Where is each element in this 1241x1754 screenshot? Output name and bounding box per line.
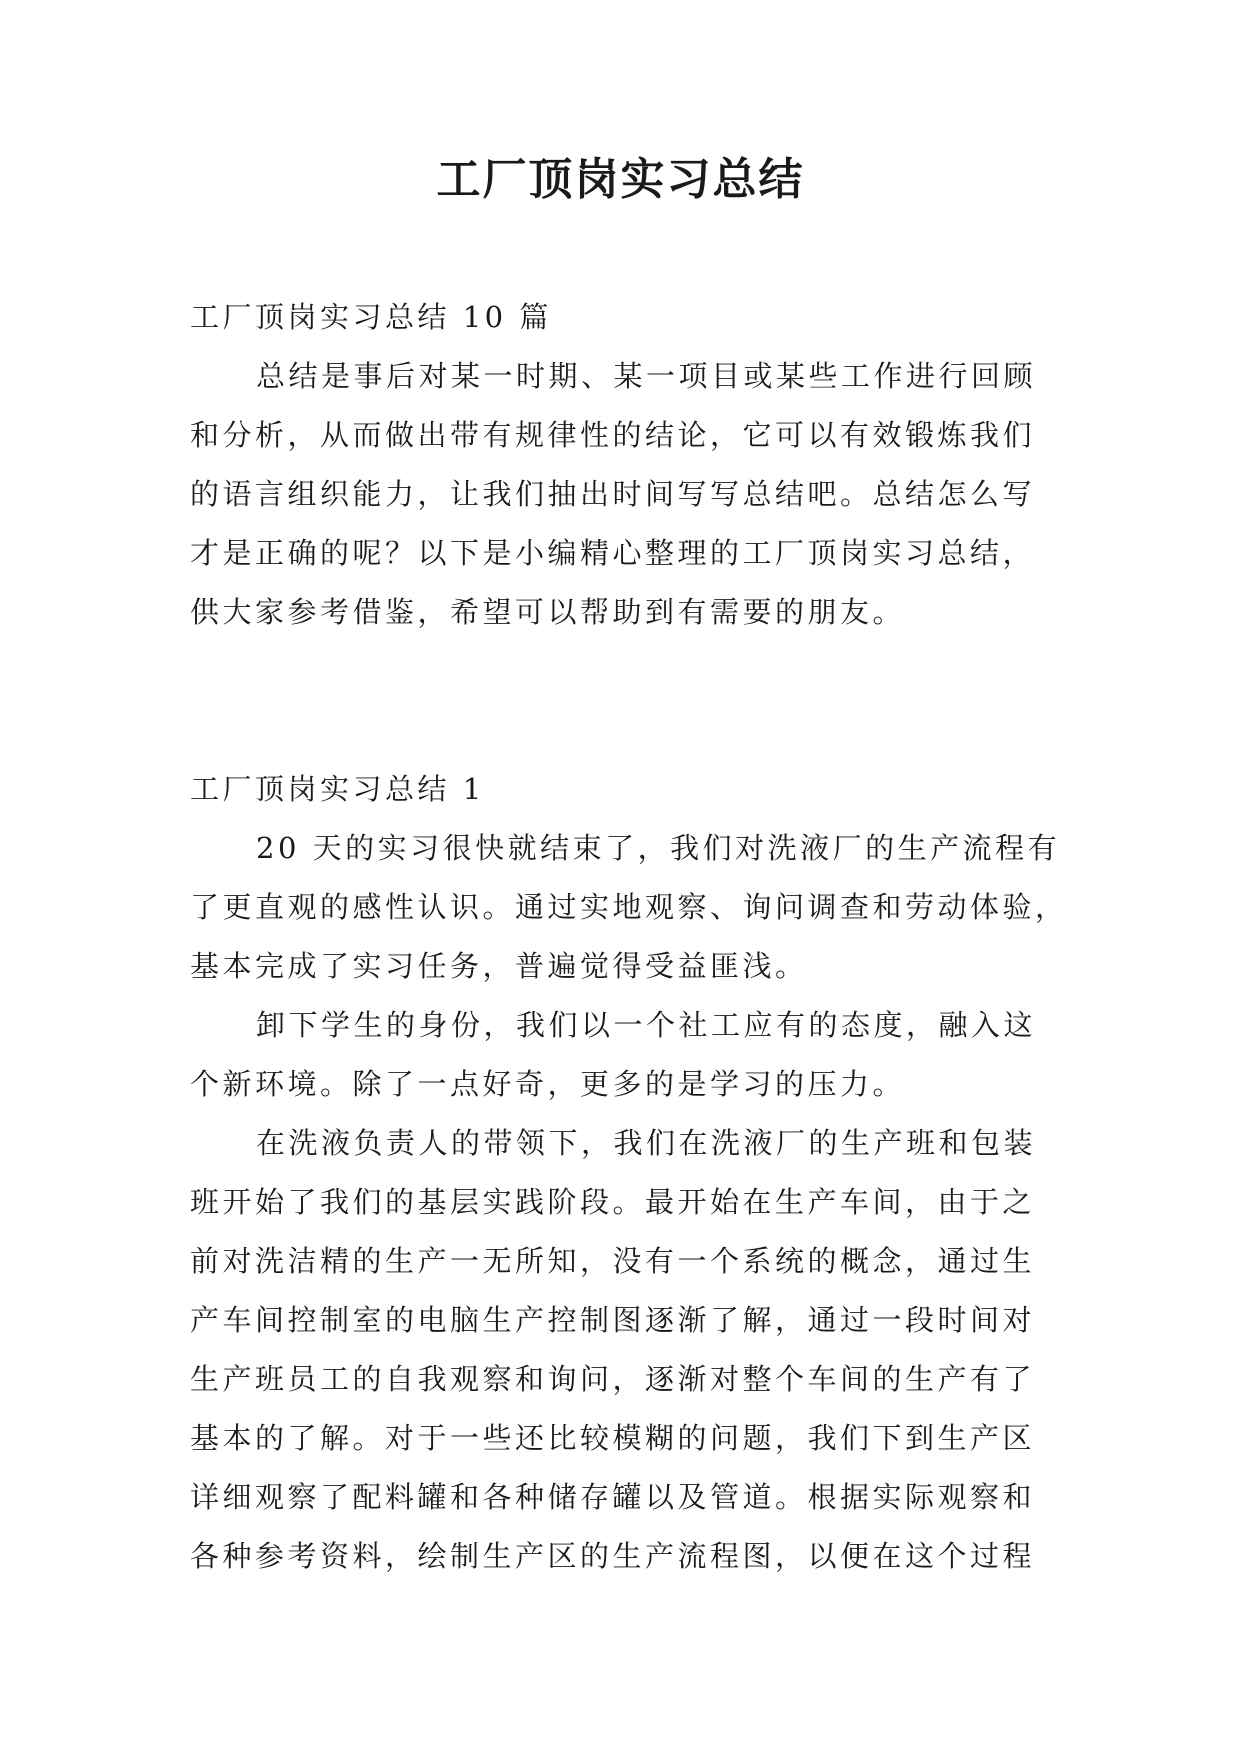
paragraph-line: 了更直观的感性认识。通过实地观察、询问调查和劳动体验，	[190, 890, 1068, 924]
paragraph-3	[190, 1114, 1050, 1586]
paragraph-line: 卸下学生的身份，我们以一个社工应有的态度，融入这	[256, 1008, 1037, 1042]
paragraph-line: 班开始了我们的基层实践阶段。最开始在生产车间，由于之	[190, 1185, 1036, 1219]
document-body	[190, 288, 1068, 1586]
intro-line: 才是正确的呢？以下是小编精心整理的工厂顶岗实习总结，	[190, 536, 1036, 570]
intro-line: 供大家参考借鉴，希望可以帮助到有需要的朋友。	[190, 595, 906, 629]
paragraph-2	[190, 996, 1050, 1114]
section-heading: 工厂顶岗实习总结 1	[190, 772, 485, 806]
paragraph-line: 在洗液负责人的带领下，我们在洗液厂的生产班和包装	[256, 1126, 1037, 1160]
paragraph-line: 各种参考资料，绘制生产区的生产流程图，以便在这个过程	[190, 1539, 1036, 1573]
paragraph-line: 详细观察了配料罐和各种储存罐以及管道。根据实际观察和	[190, 1480, 1036, 1514]
intro-paragraph	[190, 347, 1050, 642]
paragraph-line: 生产班员工的自我观察和询问，逐渐对整个车间的生产有了	[190, 1362, 1036, 1396]
intro-line: 总结是事后对某一时期、某一项目或某些工作进行回顾	[256, 359, 1037, 393]
paragraph-1	[190, 819, 1068, 996]
paragraph-line: 基本的了解。对于一些还比较模糊的问题，我们下到生产区	[190, 1421, 1036, 1455]
intro-heading: 工厂顶岗实习总结 10 篇	[190, 300, 552, 334]
paragraph-line: 个新环境。除了一点好奇，更多的是学习的压力。	[190, 1067, 906, 1101]
paragraph-line: 产车间控制室的电脑生产控制图逐渐了解，通过一段时间对	[190, 1303, 1036, 1337]
intro-line: 和分析，从而做出带有规律性的结论，它可以有效锻炼我们	[190, 418, 1036, 452]
section-gap	[190, 642, 1050, 760]
paragraph-line: 20 天的实习很快就结束了，我们对洗液厂的生产流程有	[256, 831, 1061, 865]
paragraph-line: 基本完成了实习任务，普遍觉得受益匪浅。	[190, 949, 808, 983]
intro-line: 的语言组织能力，让我们抽出时间写写总结吧。总结怎么写	[190, 477, 1036, 511]
paragraph-line: 前对洗洁精的生产一无所知，没有一个系统的概念，通过生	[190, 1244, 1036, 1278]
document-title: 工厂顶岗实习总结	[436, 154, 805, 205]
